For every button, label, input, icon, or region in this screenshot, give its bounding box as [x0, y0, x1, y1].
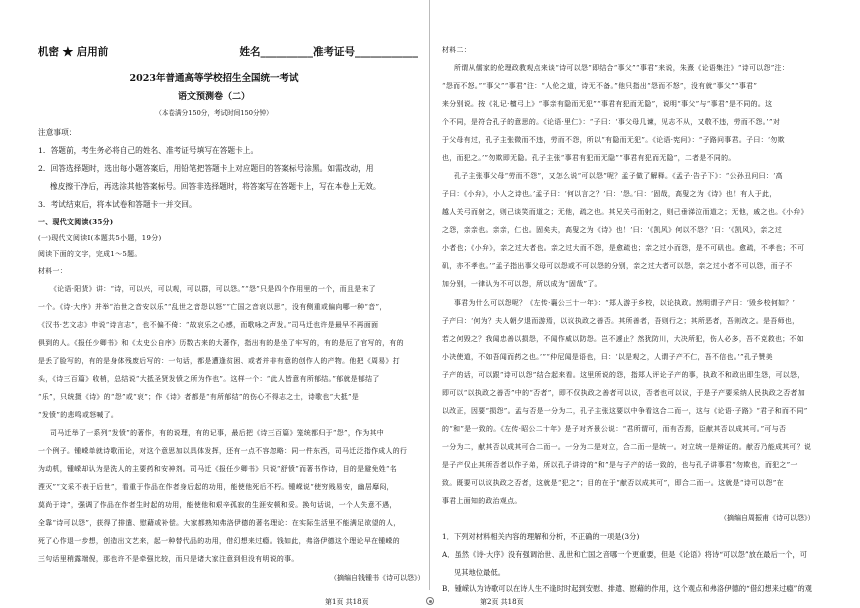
text-line: 若之何毁之？我闻忠善以损怨，不闻作威以防怨。岂不遽止？然犹防川，大决所犯，伤人必多，吾不克救也；不如 — [442, 335, 805, 343]
exam-subtitle: 语文预测卷（二） — [177, 92, 250, 102]
text-line: 事君上面知的政治观点。 — [442, 497, 522, 505]
question-line: 见其地位最低。 — [454, 568, 506, 577]
text-line: 是丢了脸写的，有的是身体残废后写的：一句话，都是遭逢贫困、或者并非有意的创作人的产物。他把《周易》打 — [38, 357, 401, 365]
text-line: 一、现代文阅读(35分) — [38, 218, 114, 226]
question-line: 1．下列对材料相关内容的理解和分析，不正确的一项是(3分) — [442, 532, 640, 541]
text-line: 阅读下面的文字，完成1～5题。 — [38, 250, 142, 258]
page-left — [0, 0, 428, 608]
text-line: 事君为什么可以怨呢？《左传·襄公三十一年》：“郑人游于乡校，以论执政。然明谓子产曰：‘毁乡校何如？’ — [454, 299, 796, 307]
text-line: 为动机，锺嵘却认为是洗人的主要药和安神剂。司马迁《报任少卿书》只说“舒愤”而著书作诗，目的是避免姓“名 — [38, 465, 398, 473]
text-line: 莫尚于诗”，强调了作品在作者生时起的功用，能使他和艰辛孤寂的生涯安顿和妥。换句话说，一个人失意不遇， — [38, 501, 397, 509]
text-line: 以改正，因要“损怨”。孟与否是一分为二，孔子主张这要以中争看这合二而一，这与《论语·子路》“君子和而不同” — [442, 407, 808, 415]
text-line: 橡皮擦干净后，再选涂其他答案标号。回答非选择题时，将答案写在答题卡上，写在本卷上无效。 — [50, 182, 381, 191]
text-line: 即可以“以执政之善否”中的“否者”，即不仅执政之善者可以议，否者也可以议，于是子产要采纳人民执政之否者加 — [442, 389, 806, 397]
text-line: 小者也；《小弁》，亲之过大者也。亲之过大而不怨，是愈疏也；亲之过小而怨，是不可矶也。愈疏，不孝也；不可 — [442, 244, 805, 252]
text-line: 矶，亦不孝也。’”孟子指出事父母可以怨或不可以怨的分别，亲之过大者可以怨，亲之过小者不可以怨，而子不 — [442, 262, 793, 270]
text-line: 是子产仅止其所否者以作子弟，所以孔子讲诗的“和”是与子产的话一致的，也与孔子讲事君“勿欺也，而犯之”一 — [442, 461, 798, 469]
text-line: 子曰：《小弁》，小人之诗也。’孟子曰：‘何以言之？’曰：‘怨。’曰：‘固哉，高叟之为《诗》也！有人于此， — [442, 190, 777, 198]
text-line: 全靠“诗可以怨”，获得了排遣、慰藉或补偿。大家都熟知弗洛伊德的著名理论：在实际生活里不能满足欲望的人， — [38, 519, 401, 527]
text-line: 《论语·阳货》讲：“诗，可以兴，可以观，可以群，可以怨。”“怨”只是四个作用里的一个，而且是末了 — [50, 285, 376, 293]
text-line: 一分为二，献其否以成其可合二而一。一分为二是对立，合二而一是统一。对立统一是辩证的。献否乃能成其可？说 — [442, 443, 812, 451]
name-exam-number-fields: 姓名__________准考证号____________ — [239, 46, 418, 58]
text-line: 之怨，亲亲也。亲亲，仁也。固矣夫，高叟之为《诗》也！’曰：‘《凯风》何以不怨？’曰：‘《凯风》，亲之过 — [442, 226, 783, 234]
text-line: 的“和”是一致的。《左传·昭公二十年》是子对齐景公说：“君所谓可，而有否焉，臣献其否以成其可。”可与否 — [442, 425, 787, 433]
page-number-right: 第2页 共18页 — [480, 598, 524, 606]
text-line: 个不同，是符合孔子的意思的。《论语·里仁》：“子曰：‘事父母几谏，见志不从，又敬不违，劳而不怨。’”对 — [442, 118, 781, 126]
text-line: 湮灭”“文采不表于后世”，看重于作品在作者身后起的功用，能使他死后不朽。锺嵘说“使穷贱易安，幽居靡闷， — [38, 483, 394, 491]
text-line: 司马迁举了一系列“发愤”的著作，有的说理，有的记事，最后把《诗三百篇》笼统都归于“怨”，作为其中 — [50, 429, 385, 437]
text-line: 《汉书·艺文志》申说“诗言志”，也不偏不倚：“故哀乐之心感，而歌咏之声发。”司马迁也许是最早不再面面 — [38, 321, 379, 329]
text-line: 也，而犯之。’”勿欺即无隐。孔子主张“事君有犯而无隐”“事君有犯而无隐”，二者是不同的。 — [442, 154, 736, 162]
text-line: 所谓从儒家的伦理政教观点来谈“诗可以怨”即结合“事父”“事君”来说，朱熹《论语集注》“诗可以怨”注： — [454, 64, 790, 72]
text-line: 子产曰：‘何为？夫人朝夕退而游焉，以议执政之善否。其所善者，吾则行之；其所恶者，吾则改之。是吾师也， — [442, 317, 800, 325]
exam-title: 2023年普通高等学校招生全国统一考试 — [129, 73, 299, 84]
text-line: 越人关弓而射之，则己谈笑而道之；无他，疏之也。其兄关弓而射之，则己垂涕泣而道之；无他，戚之也。《小弁》 — [442, 208, 808, 216]
text-line: 材料二： — [442, 46, 471, 54]
text-line: 3．考试结束后，将本试卷和答题卡一并交回。 — [38, 200, 197, 209]
text-line: “怨而不怒。”“事父”“事君”注：“人伦之道，诗无不备。”他只指出“怨而不怒”，没有就“事父”“事君” — [442, 82, 758, 90]
text-line: 俱到的人。《报任少卿书》和《太史公自序》历数古来的大著作，指出有的是坐了牢写的，有的是厄了官写的，有的 — [38, 339, 404, 347]
page-number-left: 第1页 共18页 — [325, 598, 369, 606]
text-line: 三句话里稍露端倪，那也许不是牵强比较，而只是诸大家注意到但没有明说的事。 — [38, 555, 299, 563]
text-line: “发愤”的悲鸣或怒喊了。 — [38, 411, 119, 419]
text-line: 致。既要可以议执政之否者，这就是“犯之”；目的在于“献否以成其可”，即合二而一。这就是“诗可以怨”在 — [442, 479, 784, 487]
question-line: B．锺嵘认为诗歌可以在诗人生不逢时时起到安慰、排遣、慰藉的作用，这个观点和弗洛伊德的“借幻想来过瘾”的观 — [442, 584, 813, 593]
text-line: 头，《诗三百篇》收梢，总结说“大抵圣贤发愤之所为作也”。这样一个：“此人皆意有所郁结。”郁就是郁结了 — [38, 375, 380, 383]
text-line: 来分别说。按《礼记·檀弓上》“事亲有隐而无犯”“事君有犯而无隐”，说明“事父”与“事君”是不同的。这 — [442, 100, 773, 108]
header-line — [38, 44, 418, 59]
source-note-2: （摘编自周振甫《诗可以怨》） — [720, 514, 815, 522]
text-line: (一)现代文阅读Ⅰ(本题共5小题，19分) — [38, 234, 162, 242]
text-line: 孔子主张事父母“劳而不怨”，又怎么说“可以怨”呢？孟子做了解释。《孟子·告子下》：“公孙丑问曰：‘高 — [454, 172, 783, 180]
page-divider — [429, 0, 430, 590]
text-line: 加分别，一律认为不可以怨，所以成为“固哉”了。 — [442, 280, 602, 288]
text-line: 2．回答选择题时，选出每小题答案后，用铅笔把答题卡上对应题目的答案标号涂黑。如需改动，用 — [38, 164, 374, 173]
score-time-line: （本卷满分150分，考试时间150分钟） — [155, 109, 273, 117]
confidential-label: 机密 ★ 启用前 — [38, 46, 109, 58]
text-line: 一个。《诗·大序》并举“治世之音安以乐”“乱世之音怨以怒”“亡国之音哀以思”，没有侧重或偏向哪一种“音”， — [38, 303, 387, 311]
text-line: 注意事项： — [38, 128, 77, 137]
source-note-1: （摘编自钱锺书《诗可以怨》） — [330, 574, 425, 582]
text-line: 材料一： — [38, 267, 67, 275]
question-line: A．虽然《诗·大序》没有强调治世、乱世和亡国之音哪一个更重要，但是《论语》将诗“可以怨”放在最后一个，可 — [442, 550, 808, 559]
text-line: 小决使道，不如吾闻而药之也。’”“仲尼闻是语也，曰：‘以是观之，人谓子产不仁，吾不信也。’”孔子赞美 — [442, 353, 773, 361]
text-line: “乐”，只统摄《诗》的“怨”或“哀”；作《诗》者都是“有所郁结”的伤心不得志之士，诗歌也“大抵”是 — [38, 393, 360, 401]
text-line: 子产的话，可以跟“诗可以怨”结合起来看。这里所说的怨，指郑人评论子产的事，执政不和政出即生怨，可以怨， — [442, 371, 805, 379]
text-line: 一个例子。锺嵘单就诗歌而论，对这个意思加以具体发挥，还有一点不容忽略：同一件东西，司马迁泛指作成人的行 — [38, 447, 408, 455]
page-right — [432, 0, 860, 608]
text-line: 1．答题前，考生务必将自己的姓名、准考证号填写在答题卡上。 — [38, 146, 259, 155]
text-line: 于父母有过，孔子主张微而不违，劳而不怨，所以“有隐而无犯”。《论语·宪问》：“子路问事君。子曰：‘勿欺 — [442, 136, 785, 144]
text-line: 死了心作退一步想，创造出文艺来，起一种替代品的功用，借幻想来过瘾。钱如此，弗洛伊德这个理论早在锺嵘的 — [38, 537, 401, 545]
